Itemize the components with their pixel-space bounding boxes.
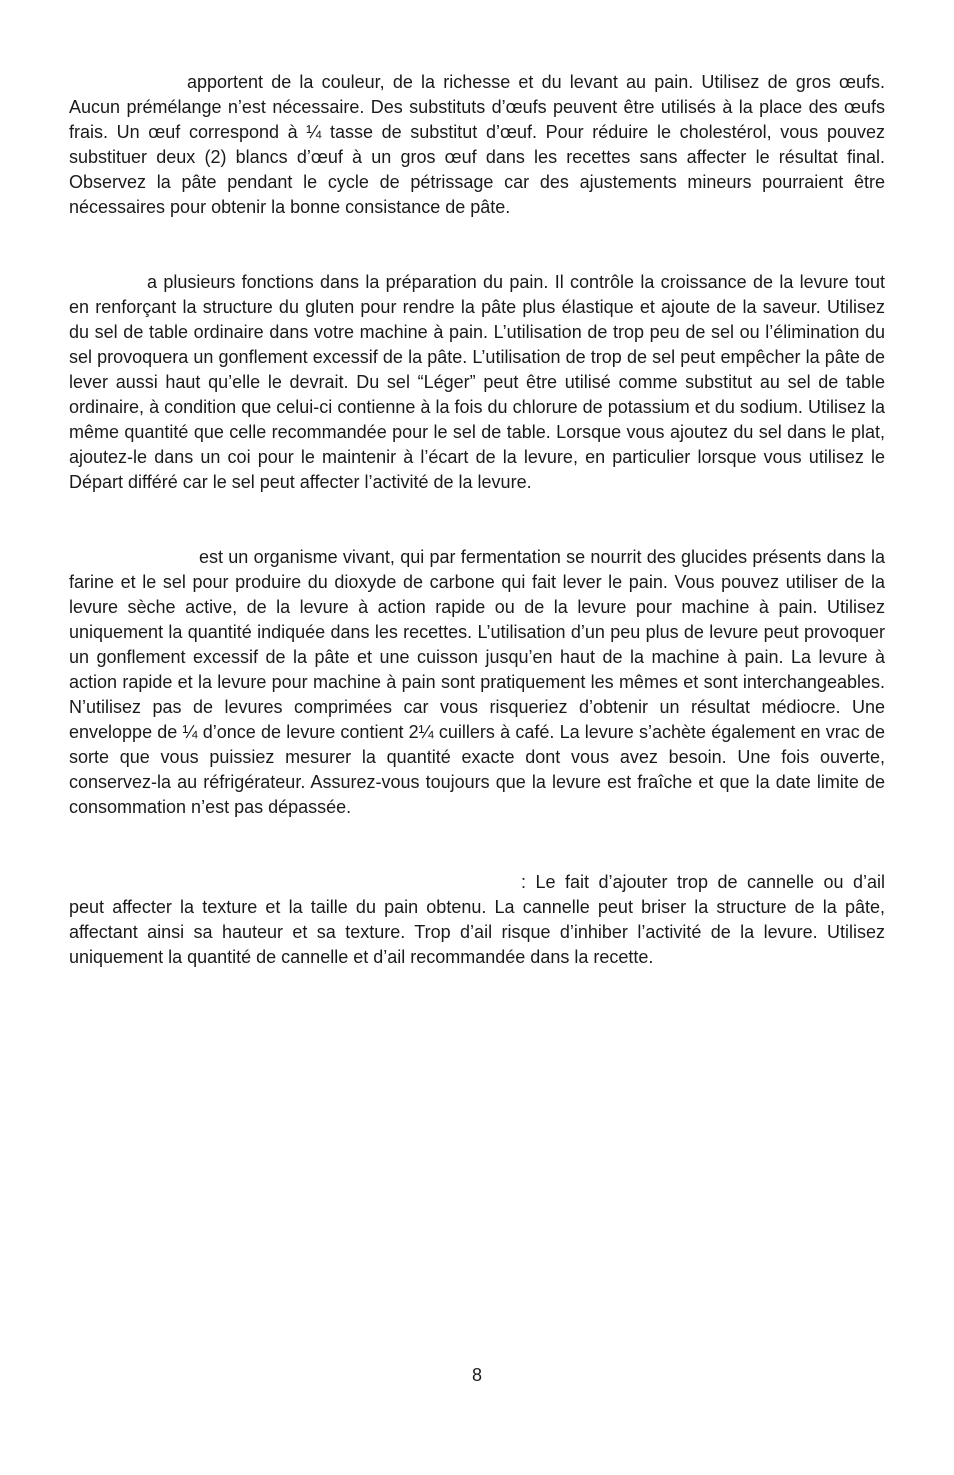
paragraph-yeast <box>69 545 885 820</box>
paragraph-salt-text: a plusieurs fonctions dans la préparation du pain. Il contrôle la croissance de la levure tout en renforçant la structure du gluten pour rendre la pâte plus élastique et ajoute de la saveur. Utilisez du sel de table ordinaire dans votre machine à pain. L’utilisation de trop peu de sel ou l’élimination du sel provoquera un gonflement excessif de la pâte. L’utilisation de trop de sel peut empêcher la pâte de lever aussi haut qu’elle le devrait. Du sel “Léger” peut être utilisé comme substitut au sel de table ordinaire, à condition que celui-ci contienne à la fois du chlorure de potassium et du sodium. Utilisez la même quantité que celle recommandée pour le sel de table. Lorsque vous ajoutez du sel dans le plat, ajoutez-le dans un coi pour le maintenir à l’écart de la levure, en particulier lorsque vous utilisez le Départ différé car le sel peut affecter l’activité de la levure. <box>69 272 885 492</box>
page-number: 8 <box>471 1365 482 1385</box>
paragraph-spices <box>69 870 885 970</box>
paragraph-salt <box>69 270 885 495</box>
paragraph-yeast-text: est un organisme vivant, qui par fermentation se nourrit des glucides présents dans la farine et le sel pour produire du dioxyde de carbone qui fait lever le pain. Vous pouvez utiliser de la levure sèche active, de la levure à action rapide ou de la levure pour machine à pain. Utilisez uniquement la quantité indiquée dans les recettes. L’utilisation d’un peu plus de levure peut provoquer un gonflement excessif de la pâte et une cuisson jusqu’en haut de la machine à pain. La levure à action rapide et la levure pour machine à pain sont pratiquement les mêmes et sont interchangeables. N’utilisez pas de levures comprimées car vous risqueriez d’obtenir un résultat médiocre. Une enveloppe de ¼ d’once de levure contient 2¼ cuillers à café. La levure s’achète également en vrac de sorte que vous puissiez mesurer la quantité exacte dont vous avez besoin. Une fois ouverte, conservez-la au réfrigérateur. Assurez-vous toujours que la levure est fraîche et que la date limite de consommation n’est pas dépassée. <box>69 547 885 817</box>
paragraph-eggs-text: apportent de la couleur, de la richesse et du levant au pain. Utilisez de gros œufs. Aucun prémélange n’est nécessaire. Des substituts d’œufs peuvent être utilisés à la place des œufs frais. Un œuf correspond à ¼ tasse de substitut d’œuf. Pour réduire le cholestérol, vous pouvez substituer deux (2) blancs d’œuf à un gros œuf dans les recettes sans affecter le résultat final. Observez la pâte pendant le cycle de pétrissage car des ajustements mineurs pourraient être nécessaires pour obtenir la bonne consistance de pâte. <box>69 72 885 217</box>
paragraph-spices-text: : Le fait d’ajouter trop de cannelle ou d’ail peut affecter la texture et la taille du pain obtenu. La cannelle peut briser la structure de la pâte, affectant ainsi sa hauteur et sa texture. Trop d’ail risque d’inhiber l’activité de la levure. Utilisez uniquement la quantité de cannelle et d’ail recommandée dans la recette. <box>69 872 885 967</box>
document-page <box>69 70 885 970</box>
paragraph-eggs <box>69 70 885 220</box>
